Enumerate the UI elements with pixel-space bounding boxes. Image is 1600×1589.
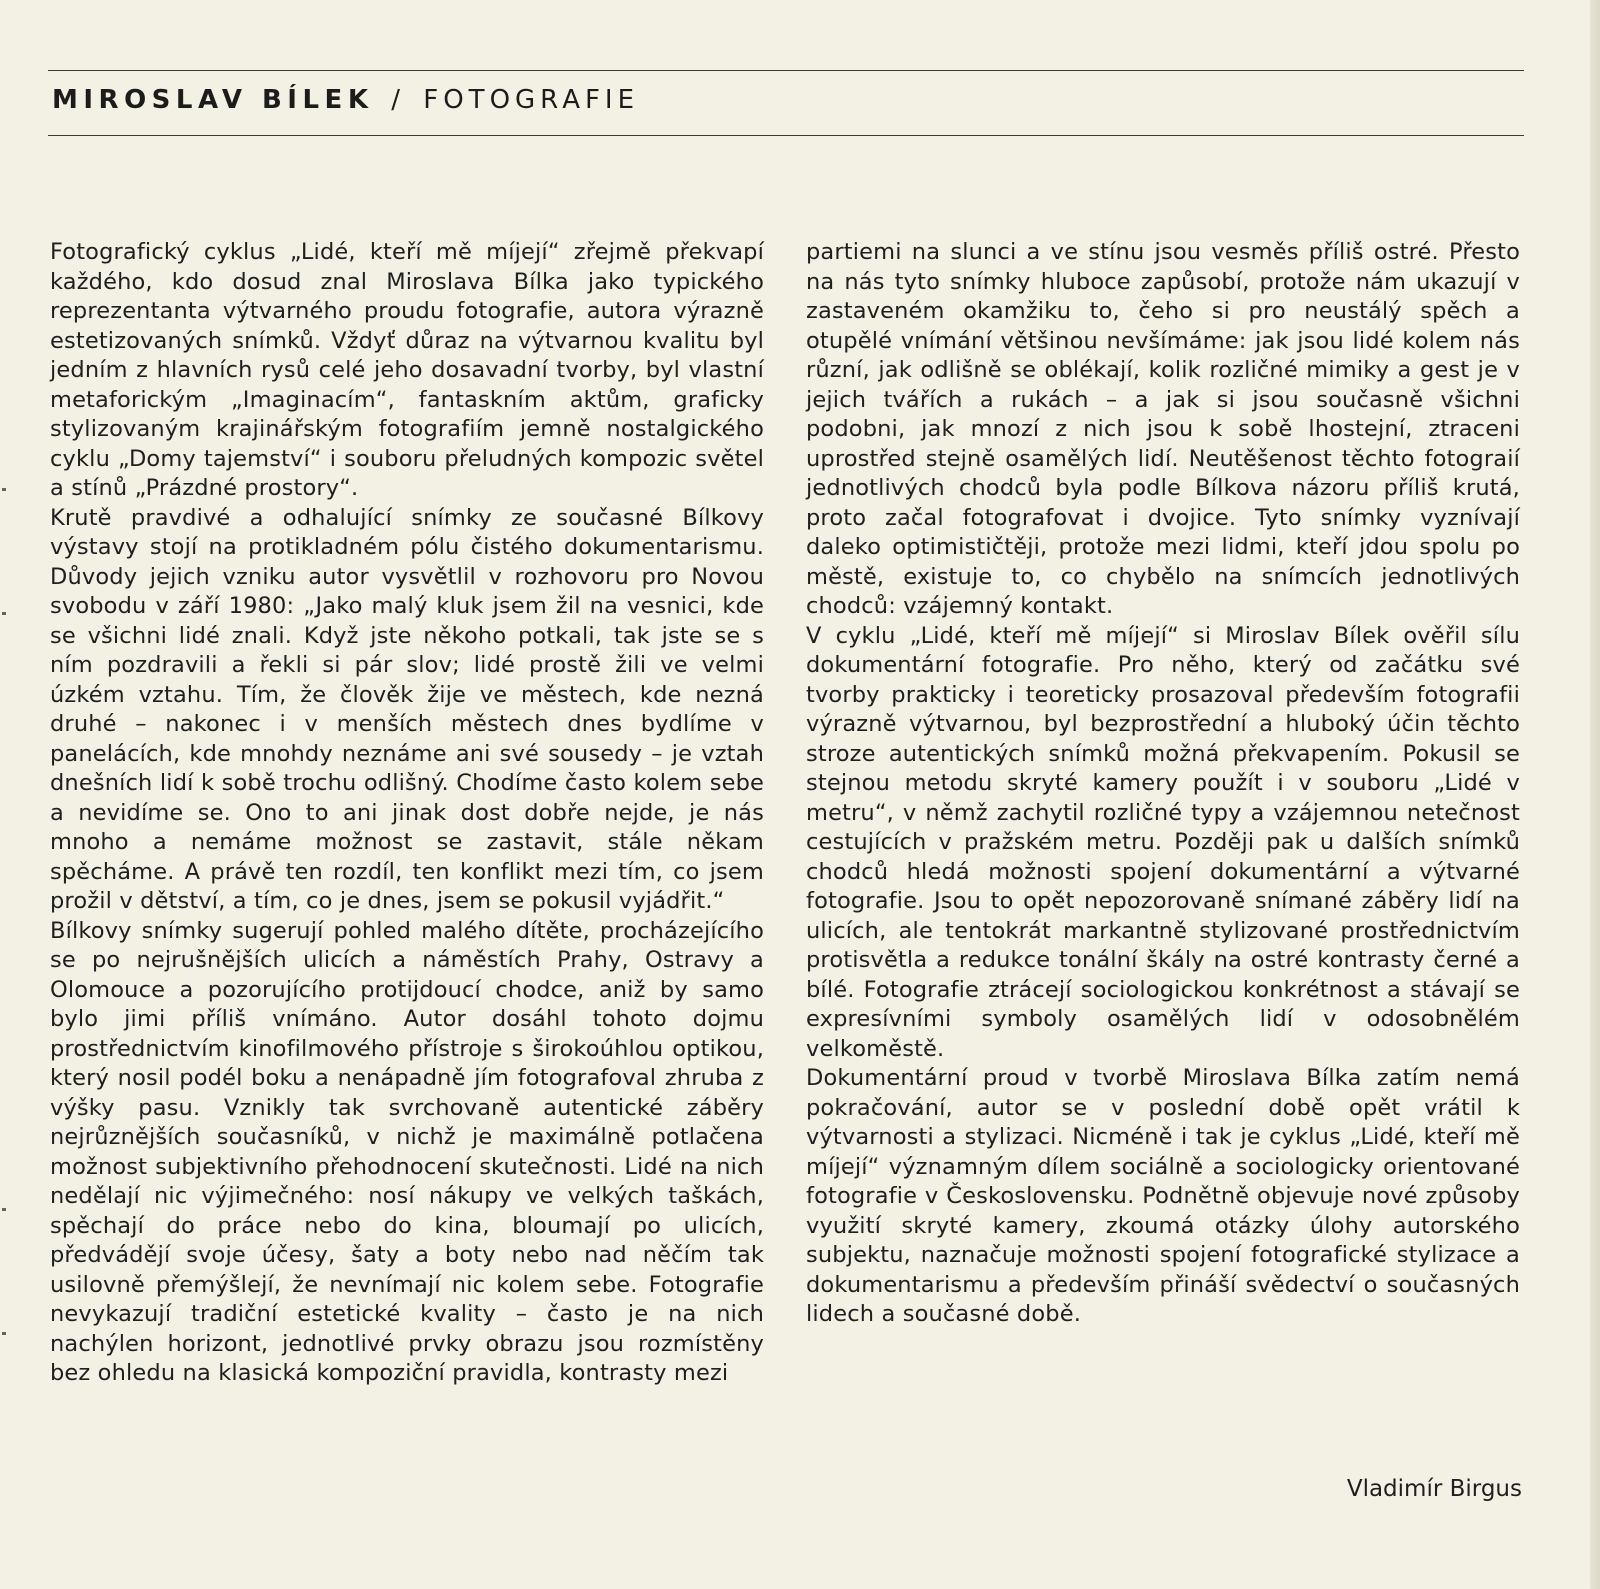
paragraph: partiemi na slunci a ve stínu jsou vesměs příliš ostré. Přesto na nás tyto snímky hluboce zapůsobí, protože nám ukazují v zastaveném okamžiku to, čeho si pro neustálý spěch a otupělé vnímání většinou nevšímáme: jak jsou lidé kolem nás různí, jak odlišně se oblékají, kolik rozličné mimiky a gest je v jejich tvářích a rukách – a jak si jsou současně všichni podobni, jak mnozí z nich jsou k sobě lhostejní, ztraceni uprostřed stejně osamělých lidí. Neutěšenost těchto fotograií jednotlivých chodců byla podle Bílkova názoru příliš krutá, proto začal fotografovat i dvojice. Tyto snímky vyznívají daleko optimističtěji, protože mezi lidmi, kteří jdou spolu po městě, existuje to, co chybělo na snímcích jednotlivých chodců: vzájemný kontakt. <box>806 239 1520 619</box>
page-edge <box>1590 0 1600 1589</box>
header-rule-bottom <box>48 135 1524 136</box>
binding-mark <box>2 1208 6 1211</box>
header-subtitle: FOTOGRAFIE <box>423 85 640 115</box>
binding-mark <box>2 488 6 491</box>
author-signature: Vladimír Birgus <box>1346 1476 1522 1502</box>
text-column-left <box>50 238 764 1389</box>
author-name: MIROSLAV BÍLEK <box>52 85 374 115</box>
paragraph: Fotografický cyklus „Lidé, kteří mě míjejí“ zřejmě překvapí každého, kdo dosud znal Miroslava Bílka jako typického reprezentanta výtvarného proudu fotografie, autora výrazně estetizovaných snímků. Vždyť důraz na výtvarnou kvalitu byl jedním z hlavních rysů celé jeho dosavadní tvorby, byl vlastní metaforickým „Imaginacím“, fantaskním aktům, graficky stylizovaným krajinářským fotografiím jemně nostalgického cyklu „Domy tajemství“ i souboru přeludných kompozic světel a stínů „Prázdné prostory“. <box>50 239 764 501</box>
paragraph: V cyklu „Lidé, kteří mě míjejí“ si Miroslav Bílek ověřil sílu dokumentární fotografie. Pro něho, který od začátku své tvorby prakticky i teoreticky prosazoval především fotografii výrazně výtvarnou, byl bezprostřední a hluboký účin těchto stroze autentických snímků možná překvapením. Pokusil se stejnou metodu skryté kamery použít i v souboru „Lidé v metru“, v němž zachytil rozličné typy a vzájemnou netečnost cestujících v pražském metru. Později pak u dalších snímků chodců hledá možnosti spojení dokumentární a výtvarné fotografie. Jsou to opět nepozorovaně snímané záběry lidí na ulicích, ale tentokrát markantně stylizované prostřednictvím protisvětla a redukce tonální škály na ostré kontrasty černé a bílé. Fotografie ztrácejí sociologickou konkrétnost a stávají se expresívními symboly osamělých lidí v odosobnělém velkoměstě. <box>806 622 1520 1062</box>
header-separator: / <box>391 85 406 115</box>
text-column-right <box>806 238 1520 1330</box>
page-header <box>52 82 639 118</box>
binding-mark <box>2 612 6 615</box>
paragraph: Dokumentární proud v tvorbě Miroslava Bílka zatím nemá pokračování, autor se v poslední době opět vrátil k výtvarnosti a stylizaci. Nicméně i tak je cyklus „Lidé, kteří mě míjejí“ významným dílem sociálně a sociologicky orientované fotografie v Československu. Podnětně objevuje nové způsoby využití skryté kamery, zkoumá otázky úlohy autorského subjektu, naznačuje možnosti spojení fotografické stylizace a dokumentarismu a především přináší svědectví o současných lidech a současné době. <box>806 1065 1520 1327</box>
paragraph: Bílkovy snímky sugerují pohled malého dítěte, procházejícího se po nejrušnějších ulicích a náměstích Prahy, Ostravy a Olomouce a pozorujícího protijdoucí chodce, aniž by samo bylo jimi příliš vnímáno. Autor dosáhl tohoto dojmu prostřednictvím kinofilmového přístroje s širokoúhlou optikou, který nosil podél boku a nenápadně jím fotografoval zhruba z výšky pasu. Vznikly tak svrchovaně autentické záběry nejrůznějších současníků, v nichž je maximálně potlačena možnost subjektivního přehodnocení skutečnosti. Lidé na nich nedělají nic výjimečného: nosí nákupy ve velkých taškách, spěchají do práce nebo do kina, bloumají po ulicích, předvádějí svoje účesy, šaty a boty nebo nad něčím tak usilovně přemýšlejí, že nevnímají nic kolem sebe. Fotografie nevykazují tradiční estetické kvality – často je na nich nachýlen horizont, jednotlivé prvky obrazu jsou rozmístěny bez ohledu na klasická kompoziční pravidla, kontrasty mezi <box>50 917 764 1386</box>
header-rule-top <box>48 70 1524 71</box>
paragraph: Krutě pravdivé a odhalující snímky ze současné Bílkovy výstavy stojí na protikladném pólu čistého dokumentarismu. Důvody jejich vzniku autor vysvětlil v rozhovoru pro Novou svobodu v září 1980: „Jako malý kluk jsem žil na vesnici, kde se všichni lidé znali. Když jste někoho potkali, tak jste se s ním pozdravili a řekli si pár slov; lidé prostě žili ve velmi úzkém vztahu. Tím, že člověk žije ve městech, kde nezná druhé – nakonec i v menších městech dnes bydlíme v panelácích, kde mnohdy neznáme ani své sousedy – je vztah dnešních lidí k sobě trochu odlišný. Chodíme často kolem sebe a nevidíme se. Ono to ani jinak dost dobře nejde, je nás mnoho a nemáme možnost se zastavit, stále někam spěcháme. A právě ten rozdíl, ten konflikt mezi tím, co jsem prožil v dětství, a tím, co je dnes, jsem se pokusil vyjádřit.“ <box>50 504 764 914</box>
binding-mark <box>2 1332 6 1335</box>
